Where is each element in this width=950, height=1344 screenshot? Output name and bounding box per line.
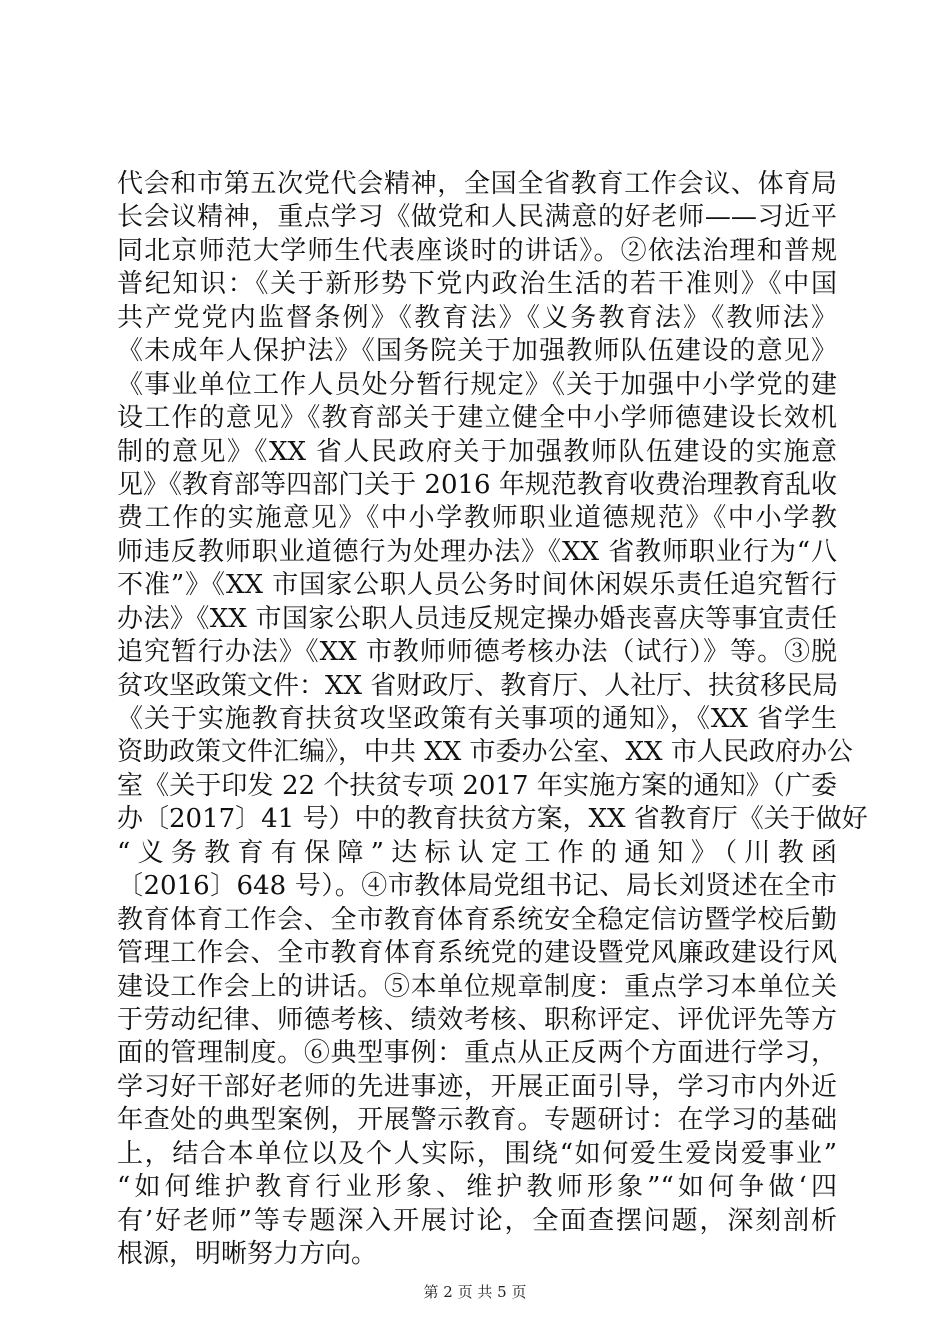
text-line-12: 师违反教师职业道德行为处理办法》《XX 省教师职业行为“八 <box>117 536 837 567</box>
text-line-9: 制的意见》《XX 省人民政府关于加强教师队伍建设的实施意 <box>117 436 837 467</box>
text-line-11: 费工作的实施意见》《中小学教师职业道德规范》《中小学教 <box>117 503 837 534</box>
text-line-7: 《事业单位工作人员处分暂行规定》《关于加强中小学党的建 <box>117 369 837 400</box>
text-line-18: 资助政策文件汇编》，中共 XX 市委办公室、XX 市人民政府办公 <box>117 737 853 768</box>
text-line-2: 长会议精神，重点学习《做党和人民满意的好老师——习近平 <box>117 202 837 233</box>
text-line-15: 追究暂行办法》《XX 市教师师德考核办法（试行）》等。③脱 <box>117 637 837 668</box>
text-line-28: 学习好干部好老师的先进事迹，开展正面引导，学习市内外近 <box>117 1071 837 1102</box>
text-line-26: 于劳动纪律、师德考核、绩效考核、职称评定、评优评先等方 <box>117 1004 837 1035</box>
text-line-13: 不准”》《XX 市国家公职人员公务时间休闲娱乐责任追究暂行 <box>117 570 837 601</box>
text-line-19: 室《关于印发 22 个扶贫专项 2017 年实施方案的通知》（广委 <box>117 770 837 801</box>
text-line-33: 根源，明晰努力方向。 <box>117 1239 378 1269</box>
body-text <box>117 168 868 1271</box>
text-line-29: 年查处的典型案例，开展警示教育。专题研讨：在学习的基础 <box>117 1105 837 1136</box>
text-line-14: 办法》《XX 市国家公职人员违反规定操办婚丧喜庆等事宜责任 <box>117 603 837 634</box>
text-line-20: 办〔2017〕41 号）中的教育扶贫方案，XX 省教育厅《关于做好 <box>117 804 868 835</box>
text-line-3: 同北京师范大学师生代表座谈时的讲话》。②依法治理和普规 <box>117 235 837 266</box>
text-line-1: 代会和市第五次党代会精神，全国全省教育工作会议、体育局 <box>117 169 837 199</box>
text-line-17: 《关于实施教育扶贫攻坚政策有关事项的通知》，《XX 省学生 <box>117 704 837 734</box>
text-line-22: 〔2016〕648 号）。④市教体局党组书记、局长刘贤述在全市 <box>117 871 837 902</box>
text-line-8: 设工作的意见》《教育部关于建立健全中小学师德建设长效机 <box>117 403 837 434</box>
text-line-6: 《未成年人保护法》《国务院关于加强教师队伍建设的意见》 <box>117 336 837 367</box>
text-line-31: “如何维护教育行业形象、维护教师形象”“如何争做‘四 <box>117 1172 837 1203</box>
text-line-5: 共产党党内监督条例》《教育法》《义务教育法》《教师法》 <box>117 302 837 333</box>
text-line-25: 建设工作会上的讲话。⑤本单位规章制度：重点学习本单位关 <box>117 971 837 1002</box>
text-line-21: “义务教育有保障”达标认定工作的通知》（川教函 <box>117 837 837 868</box>
text-line-32: 有’好老师”等专题深入开展讨论，全面查摆问题，深刻剖析 <box>117 1205 837 1236</box>
text-line-16: 贫攻坚政策文件：XX 省财政厅、教育厅、人社厅、扶贫移民局 <box>117 670 839 701</box>
page-number-footer: 第 2 页 共 5 页 <box>423 1283 527 1301</box>
text-line-23: 教育体育工作会、全市教育体育系统安全稳定信访暨学校后勤 <box>117 904 837 935</box>
text-line-24: 管理工作会、全市教育体育系统党的建设暨党风廉政建设行风 <box>117 938 837 969</box>
text-line-30: 上，结合本单位以及个人实际，围绕“如何爱生爱岗爱事业” <box>117 1138 837 1169</box>
text-line-10: 见》《教育部等四部门关于 2016 年规范教育收费治理教育乱收 <box>117 469 837 500</box>
text-line-27: 面的管理制度。⑥典型事例：重点从正反两个方面进行学习， <box>117 1038 837 1069</box>
text-line-4: 普纪知识：《关于新形势下党内政治生活的若干准则》《中国 <box>117 269 837 300</box>
